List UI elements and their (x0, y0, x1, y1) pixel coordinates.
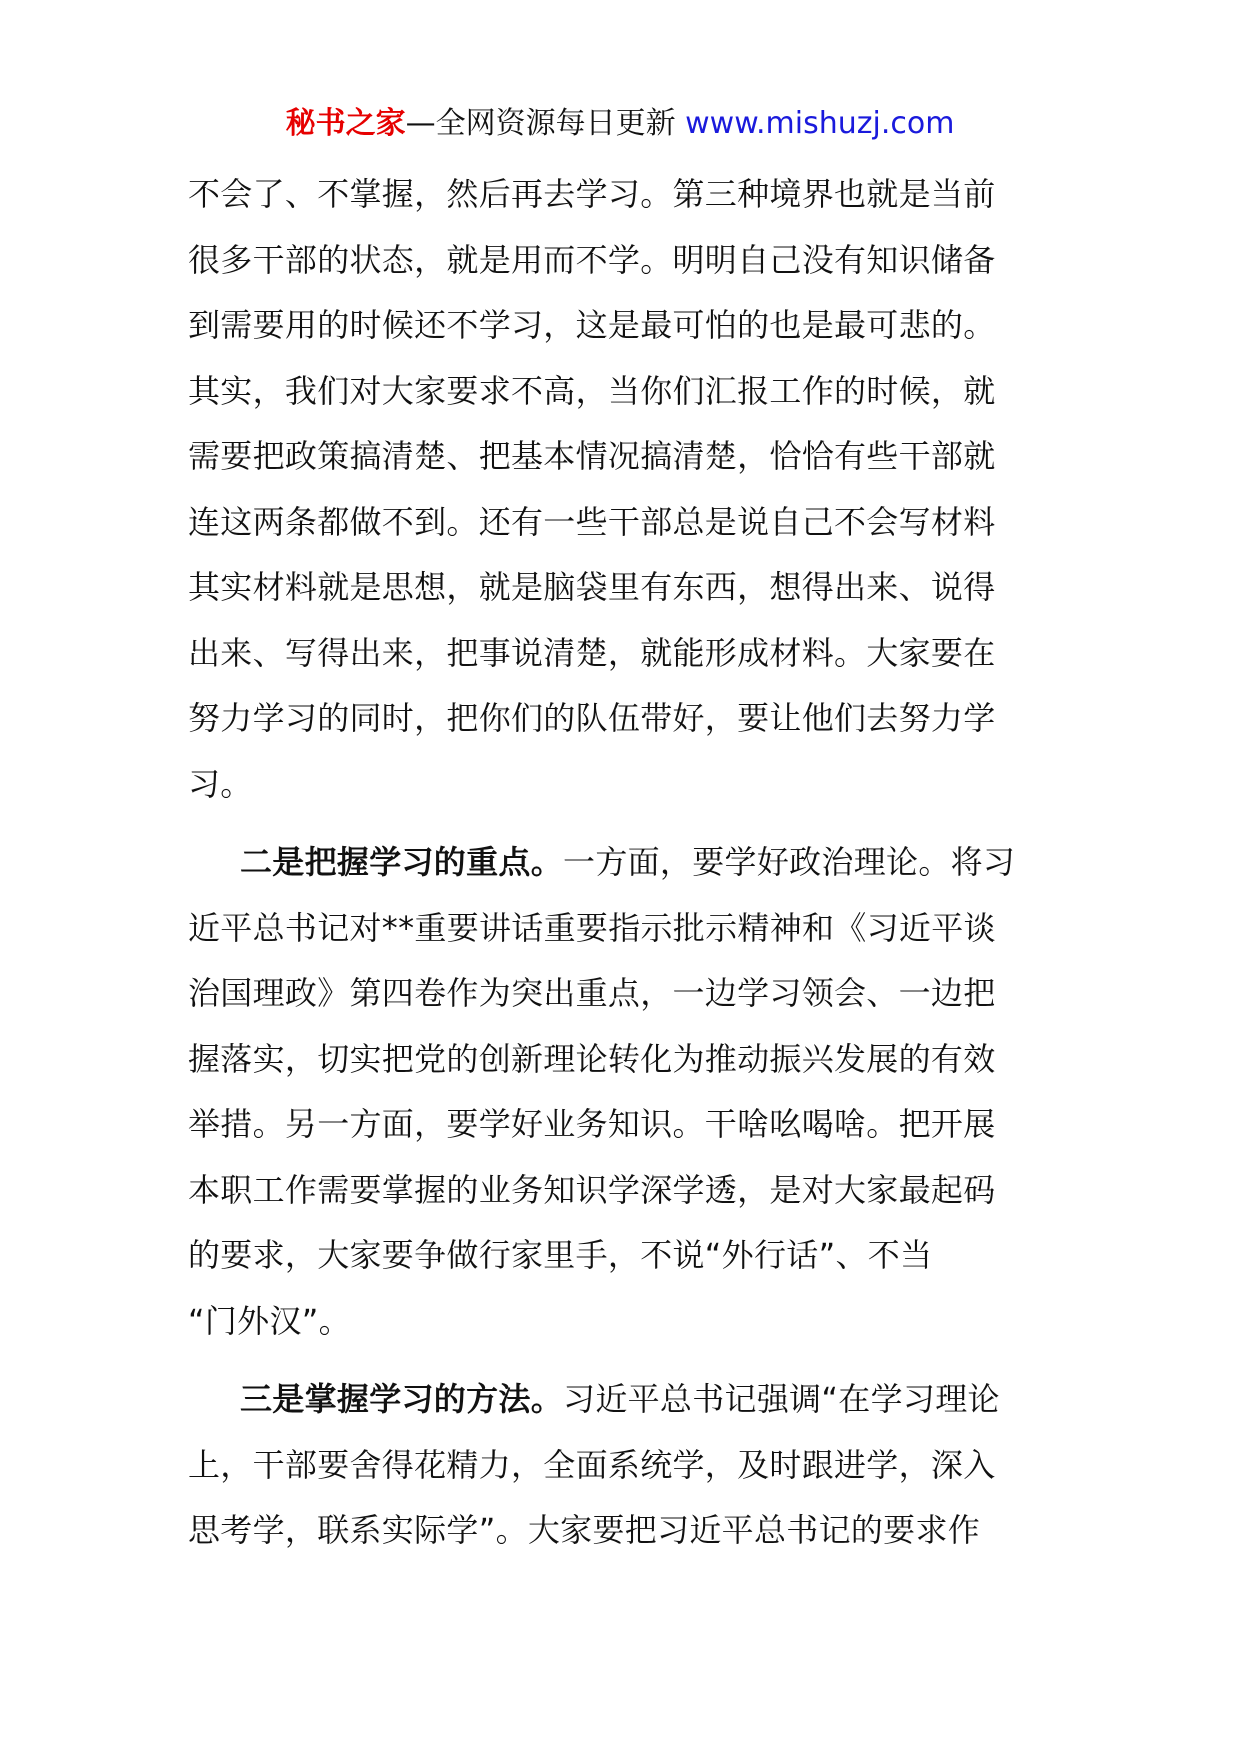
paragraph-2 (188, 830, 1058, 1354)
text-line: 握落实，切实把党的创新理论转化为推动振兴发展的有效 (188, 1039, 996, 1078)
header-tagline: —全网资源每日更新 (405, 106, 676, 141)
site-url-link[interactable]: www.mishuzj.com (685, 106, 955, 141)
text-line: 的要求，大家要争做行家里手，不说“外行话”、不当 (188, 1236, 933, 1274)
text-line: 其实，我们对大家要求不高，当你们汇报工作的时候，就 (188, 371, 996, 410)
text-line (188, 1367, 1058, 1433)
text-line: 近平总书记对**重要讲话重要指示批示精神和《习近平谈 (188, 908, 996, 947)
text-line: 不会了、不掌握，然后再去学习。第三种境界也就是当前 (188, 175, 996, 213)
brand-name: 秘书之家 (285, 106, 406, 141)
text-line: 连这两条都做不到。还有一些干部总是说自己不会写材料 (188, 502, 996, 541)
text-run: 习近平总书记强调“在学习理论 (563, 1380, 1000, 1418)
document-body (188, 162, 1058, 1564)
text-line: 治国理政》第四卷作为突出重点，一边学习领会、一边把 (188, 974, 996, 1012)
text-line: 出来、写得出来，把事说清楚，就能形成材料。大家要在 (188, 633, 996, 672)
section-heading: 二是把握学习的重点。 (240, 843, 564, 881)
paragraph-1 (188, 162, 1058, 817)
site-header (0, 100, 1240, 148)
text-line: 其实材料就是思想，就是脑袋里有东西，想得出来、说得 (188, 568, 996, 606)
text-line: 努力学习的同时，把你们的队伍带好，要让他们去努力学 (188, 699, 996, 737)
text-line: 习。 (188, 764, 253, 803)
text-line: 本职工作需要掌握的业务知识学深学透，是对大家最起码 (188, 1170, 996, 1209)
text-line: 思考学，联系实际学”。大家要把习近平总书记的要求作 (188, 1511, 981, 1549)
text-line: 到需要用的时候还不学习，这是最可怕的也是最可悲的。 (188, 306, 996, 344)
text-line: 需要把政策搞清楚、把基本情况搞清楚，恰恰有些干部就 (188, 437, 996, 475)
text-line (188, 830, 1058, 896)
section-heading: 三是掌握学习的方法。 (240, 1380, 564, 1418)
text-line: 举措。另一方面，要学好业务知识。干啥吆喝啥。把开展 (188, 1105, 996, 1143)
text-line: 很多干部的状态，就是用而不学。明明自己没有知识储备 (188, 240, 996, 279)
paragraph-3 (188, 1367, 1058, 1564)
text-line: 上，干部要舍得花精力，全面系统学，及时跟进学，深入 (188, 1445, 996, 1484)
text-run: 一方面，要学好政治理论。将习 (563, 843, 1016, 881)
text-line: “门外汉”。 (188, 1301, 351, 1340)
